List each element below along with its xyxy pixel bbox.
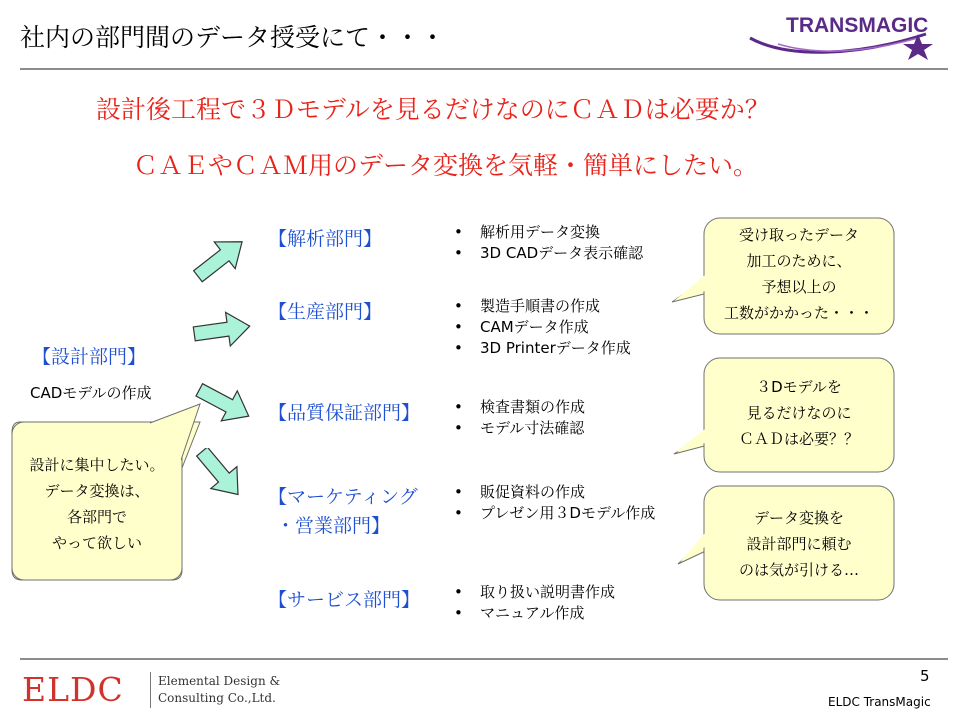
task-item: • 取り扱い説明書作成	[450, 582, 615, 603]
company-name-line: Consulting Co.,Ltd.	[158, 691, 276, 705]
eldc-logo: ELDC	[22, 670, 124, 709]
bubble-line: 予想以上の	[761, 278, 837, 296]
task-item: • 検査書類の作成	[450, 397, 585, 418]
dept-qa-tasks	[450, 397, 585, 439]
dept-production-label: 【生産部門】	[268, 301, 383, 323]
task-item: • 解析用データ変換	[450, 222, 643, 243]
design-dept-bubble-text	[12, 452, 182, 556]
bubble-line: ＣＡＤは必要？？	[738, 430, 859, 448]
task-item: • 販促資料の作成	[450, 482, 655, 503]
bubble-line: やって欲しい	[51, 534, 142, 552]
bubble-line: データ変換を	[753, 509, 844, 527]
production-bubble-text	[704, 222, 894, 326]
star-icon	[903, 34, 933, 60]
headline-cad-question: 設計後工程で３Ｄモデルを見るだけなのにＣＡＤは必要か？	[96, 95, 770, 124]
bubble-line: 受け取ったデータ	[738, 226, 859, 244]
qa-bubble-text	[704, 374, 894, 452]
bubble-line: 見るだけなのに	[746, 404, 852, 422]
dept-service-tasks	[450, 582, 615, 624]
dept-analysis-tasks	[450, 222, 643, 264]
design-dept-task: CADモデルの作成	[30, 384, 152, 402]
arrow-to-production-icon	[192, 305, 252, 355]
company-name	[158, 673, 280, 707]
logo-separator	[150, 672, 151, 708]
footer-divider	[20, 658, 948, 660]
header-divider	[20, 68, 948, 70]
footer-text: ELDC TransMagic	[828, 695, 931, 709]
headline-conversion-wish: ＣＡＥやＣＡＭ用のデータ変換を気軽・簡単にしたい。	[133, 151, 759, 180]
dept-production-tasks	[450, 296, 631, 359]
bubble-line: 設計部門に頼む	[746, 535, 852, 553]
dept-marketing-label-line1: 【マーケティング	[268, 486, 418, 508]
task-item: • 3D Printerデータ作成	[450, 338, 631, 359]
bubble-line: ３Dモデルを	[756, 378, 842, 396]
arrow-to-analysis-icon	[190, 234, 250, 284]
bubble-line: 各部門で	[66, 508, 127, 526]
task-item: • マニュアル作成	[450, 603, 615, 624]
arrow-to-marketing-icon	[190, 448, 250, 498]
bubble-line: のは気が引ける…	[738, 561, 859, 579]
task-item: • プレゼン用３Dモデル作成	[450, 503, 655, 524]
page-number: 5	[920, 667, 930, 685]
design-dept-label: 【設計部門】	[32, 346, 147, 368]
marketing-bubble-text	[704, 505, 894, 583]
task-item: • 製造手順書の作成	[450, 296, 631, 317]
dept-analysis-label: 【解析部門】	[268, 228, 383, 250]
dept-service-label: 【サービス部門】	[268, 589, 421, 611]
logo-text: TRANSMAGIC	[786, 14, 929, 37]
company-name-line: Elemental Design &	[158, 674, 281, 688]
task-item: • 3D CADデータ表示確認	[450, 243, 643, 264]
task-item: • CAMデータ作成	[450, 317, 631, 338]
dept-qa-label: 【品質保証部門】	[268, 402, 421, 424]
transmagic-logo	[748, 4, 948, 62]
slide-title: 社内の部門間のデータ授受にて・・・	[20, 23, 446, 52]
task-item: • モデル寸法確認	[450, 418, 585, 439]
bubble-line: 設計に集中したい。	[29, 456, 165, 474]
dept-marketing-label-line2: ・営業部門】	[276, 515, 391, 537]
bubble-line: 加工のために、	[746, 252, 852, 270]
bubble-line: データ変換は、	[44, 482, 150, 500]
bubble-line: 工数がかかった・・・	[723, 304, 874, 322]
arrow-to-qa-icon	[194, 378, 254, 428]
dept-marketing-tasks	[450, 482, 655, 524]
